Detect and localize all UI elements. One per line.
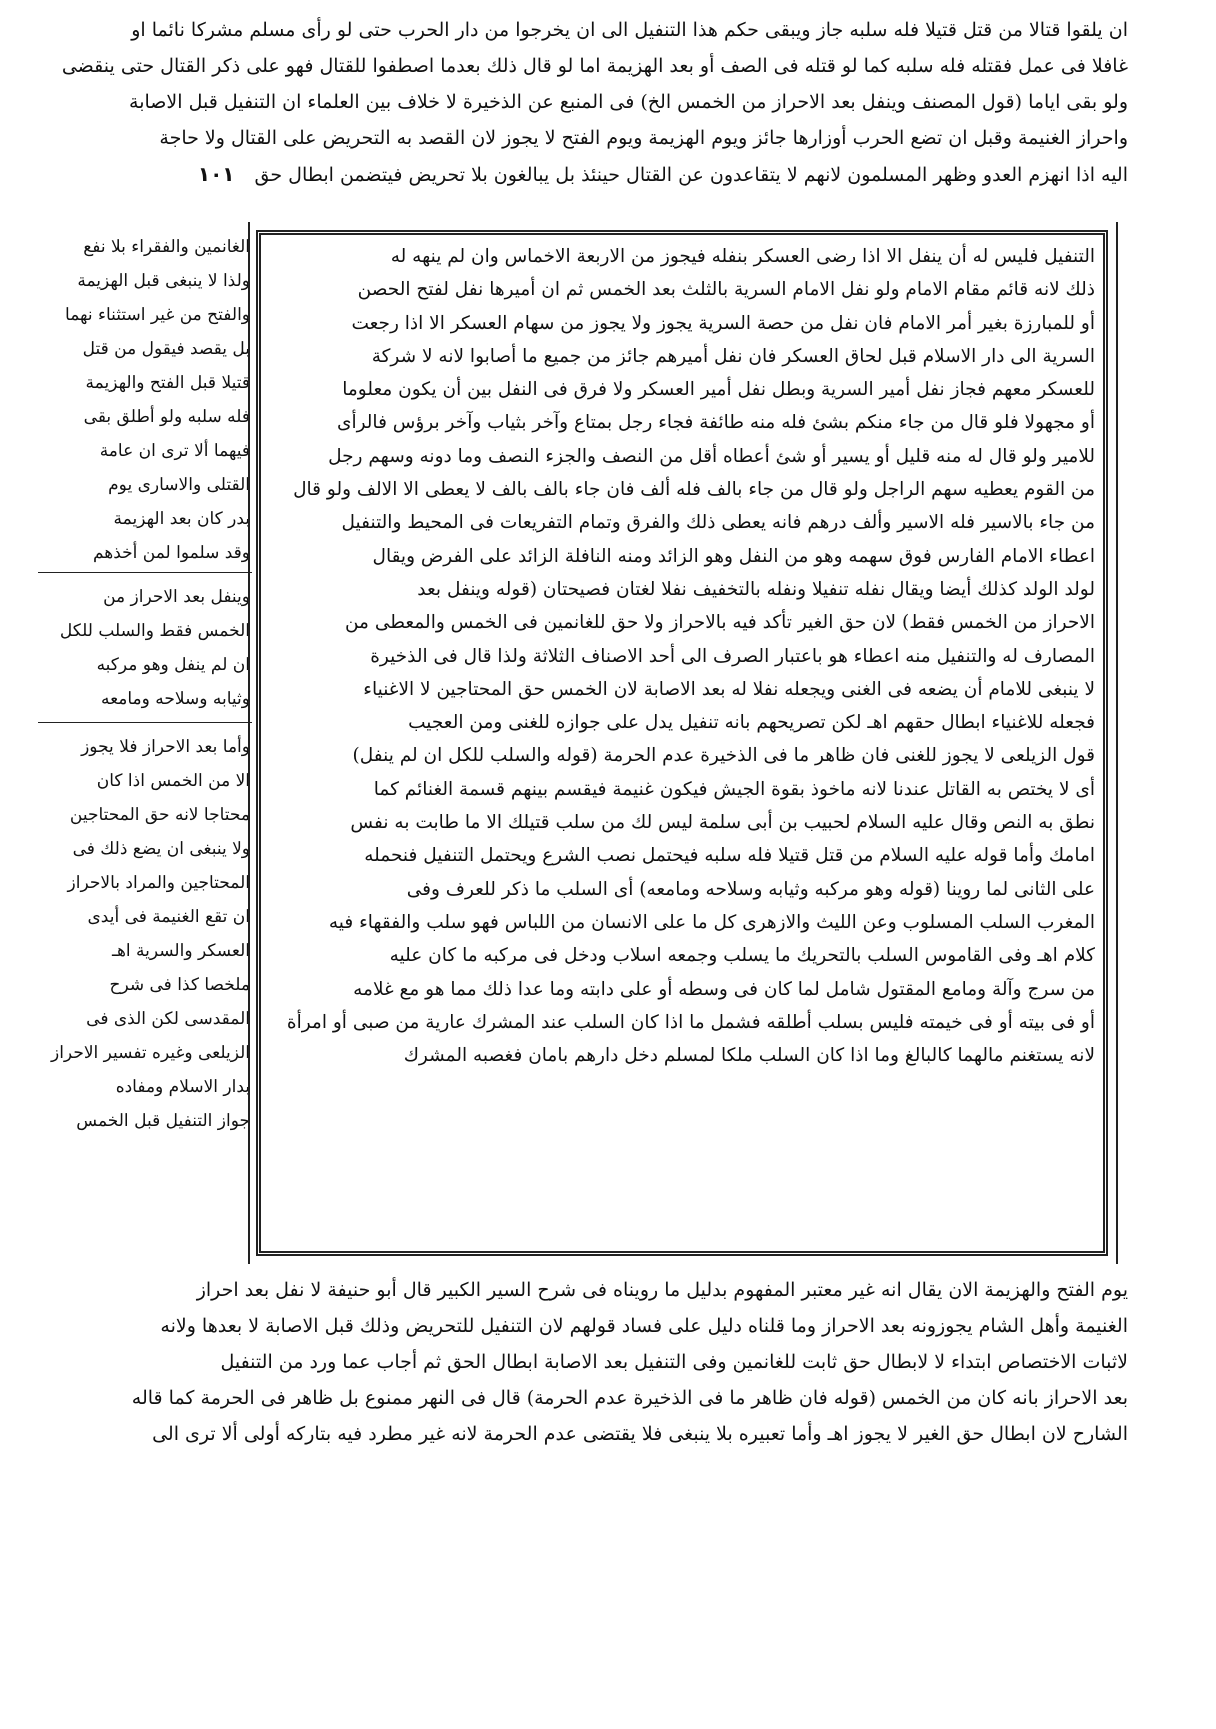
side-line: وثيابه وسلاحه ومامعه: [100, 689, 250, 709]
side-line: ان لم ينفل وهو مركبه: [96, 655, 250, 675]
main-line: فجعله للاغنياء ابطال حقهم اهـ لكن تصريحهم بانه تنفيل يدل على جوازه للغنى ومن العجيب: [408, 712, 1095, 734]
main-line: من سرج وآلة ومامع المقتول شامل لما كان فى وسطه أو على دابته وما عدا ذلك مما هو مع غلامه: [353, 978, 1095, 1000]
main-line: على الثانى لما روينا (قوله وهو مركبه وثيابه وسلاحه ومامعه) أى السلب ما ذكر للعرف وفى: [406, 878, 1095, 900]
top-line: غافلا فى عمل فقتله فله سلبه كما لو قتله فى الصف أو بعد الهزيمة اما لو قال ذلك بعدما اصطفوا للقتال فهو على ذكر القتال حتى ينقضى: [61, 55, 1128, 77]
side-line: الخمس فقط والسلب للكل: [59, 621, 250, 641]
side-line: فيهما ألا ترى ان عامة: [99, 441, 250, 461]
side-line: والفتح من غير استثناء نهما: [65, 305, 250, 325]
side-line: قتيلا قبل الفتح والهزيمة: [85, 373, 250, 393]
main-line: نطق به النص وقال عليه السلام لحبيب بن أبى سلمة ليس لك من سلب قتيلك الا ما طابت به نفس: [350, 812, 1095, 834]
main-line: السرية الى دار الاسلام قبل لحاق العسكر فان نفل أميرهم جائز من جميع ما أصابوا لانه لا شركة: [371, 345, 1095, 367]
side-line: الغانمين والفقراء بلا نفع: [83, 237, 250, 257]
side-line: الا من الخمس اذا كان: [96, 771, 250, 791]
main-line: ذلك لانه قائم مقام الامام ولو نفل الامام السرية بالثلث بعد الخمس ثم ان أميرها نفل لفتح الحصن: [357, 279, 1095, 301]
main-line: اعطاء الامام الفارس فوق سهمه وهو من النفل وهو الزائد ومنه النافلة الزائد على الفرض ويقال: [372, 545, 1095, 567]
main-line: لانه يستغنم مالهما كالبالغ وما اذا كان السلب ملكا لمسلم دخل دارهم بامان فغصبه المشرك: [403, 1045, 1095, 1067]
bottom-commentary: [38, 1272, 1128, 1452]
main-line: من القوم يعطيه سهم الراجل ولو قال من جاء بالف فله ألف فان جاء بالف بالف لا يعطى الا الالف ولو قال: [293, 479, 1095, 501]
main-line: لا ينبغى للامام أن يضعه فى الغنى ويجعله نفلا له بعد الاصابة لان الخمس حق المحتاجين لا الاغنياء: [363, 678, 1095, 700]
side-line: بدار الاسلام ومفاده: [115, 1077, 250, 1097]
main-line: المصارف له والتنفيل منه اعطاء هو باعتبار الصرف الى أحد الاصناف الثلاثة ولذا قال فى الذخيرة: [370, 645, 1095, 667]
main-line: التنفيل فليس له أن ينفل الا اذا رضى العسكر بنفله فيجوز من الاربعة الاخماس وان لم ينهه له: [390, 246, 1095, 267]
bottom-line: لاثبات الاختصاص ابتداء لا لابطال حق ثابت للغانمين وفى التنفيل بعد الاصابة ابطال الحق ثم أجاب عما ورد من التنفيل: [220, 1351, 1128, 1373]
top-line: ولو بقى اياما (قول المصنف وينفل بعد الاحراز من الخمس الخ) فى المنبع عن الذخيرة لا خلاف بين العلماء ان التنفيل قبل الاصابة: [129, 91, 1128, 113]
side-line: جواز التنفيل قبل الخمس: [76, 1111, 250, 1131]
side-line: محتاجا لانه حق المحتاجين: [69, 805, 250, 825]
side-line: المحتاجين والمراد بالاحراز: [67, 873, 250, 893]
top-commentary: [38, 12, 1128, 192]
side-line: المقدسى لكن الذى فى: [86, 1009, 250, 1029]
side-line: ولا ينبغى ان يضع ذلك فى: [72, 839, 250, 859]
side-line: بدر كان بعد الهزيمة: [113, 509, 250, 529]
page-number: ١٠١: [197, 162, 235, 186]
bottom-line: بعد الاحراز بانه كان من الخمس (قوله فان ظاهر ما فى الذخيرة عدم الحرمة) قال فى النهر ممنوع بل ظاهر فى الحرمة كما قاله: [131, 1387, 1128, 1409]
side-line: بل يقصد فيقول من قتل: [82, 339, 250, 359]
side-divider: [38, 722, 252, 723]
side-line: ولذا لا ينبغى قبل الهزيمة: [77, 271, 250, 291]
side-line: ملخصا كذا فى شرح: [109, 975, 250, 995]
bottom-line: يوم الفتح والهزيمة الان يقال انه غير معتبر المفهوم بدليل ما رويناه فى شرح السير الكبير قال أبو حنيفة لا نفل بعد احراز: [196, 1279, 1128, 1301]
main-line: المغرب السلب المسلوب وعن الليث والازهرى كل ما على الانسان من اللباس فهو سلب والفقهاء فيه: [328, 911, 1095, 933]
side-divider: [38, 572, 252, 573]
main-line: أو فى بيته أو فى خيمته فليس بسلب أطلقه فشمل ما اذا كان السلب عند المشرك عارية من صبى أو امرأة: [286, 1011, 1095, 1033]
main-line: كلام اهـ وفى القاموس السلب بالتحريك ما يسلب وجمعه اسلاب ودخل فى مركبه ما كان عليه: [389, 945, 1095, 967]
top-line-with-page-number: [38, 156, 1128, 192]
side-line: ان تقع الغنيمة فى أيدى: [87, 907, 250, 927]
side-line: الزيلعى وغيره تفسير الاحراز: [51, 1043, 250, 1063]
top-line-text: اليه اذا انهزم العدو وظهر المسلمون لانهم لا يتقاعدون عن القتال حينئذ بل يبالغون بلا تحريض فيتضمن ابطال حق: [254, 164, 1128, 186]
main-line: للعسكر معهم فجاز نفل أمير السرية وبطل نفل أمير العسكر ولا فرق فى النفل بين أن يكون معلوما: [342, 379, 1095, 401]
main-line: للامير ولو قال له منه قليل أو يسير أو شئ أعطاه أقل من النصف والجزء النصف وما دونه وسهم رجل: [328, 445, 1095, 467]
side-line: وينفل بعد الاحراز من: [103, 587, 250, 607]
bottom-line: الشارح لان ابطال حق الغير لا يجوز اهـ وأما تعبيره بلا ينبغى فلا يقتضى عدم الحرمة لانه غير مطرد فيه بتاركه أولى ألا ترى الى: [152, 1423, 1128, 1445]
side-line: وقد سلموا لمن أخذهم: [92, 543, 250, 563]
top-line: ان يلقوا قتالا من قتل قتيلا فله سلبه جاز ويبقى حكم هذا التنفيل الى ان يخرجوا من دار الحرب حتى لو رأى مسلم مشركا نائما او: [131, 19, 1128, 41]
main-line: أو للمبارزة بغير أمر الامام فان نفل من حصة السرية يجوز ولا يجوز من سهام العسكر الا اذا رجعت: [351, 312, 1095, 334]
main-line: قول الزيلعى لا يجوز للغنى فان ظاهر ما فى الذخيرة عدم الحرمة (قوله والسلب للكل ان لم ينفل): [352, 745, 1095, 767]
main-line: لولد الولد كذلك أيضا ويقال نفله تنفيلا ونفله بالتخفيف نفلا لغتان فصيحتان (قوله وينفل بعد: [417, 578, 1095, 600]
side-line: وأما بعد الاحراز فلا يجوز: [81, 737, 250, 757]
bottom-line: الغنيمة وأهل الشام يجوزونه بعد الاحراز وما قلناه دليل على فساد قولهم لان التنفيل للتحريض وذلك قبل الاصابة لا بعدها ولانه: [160, 1315, 1128, 1337]
side-line: العسكر والسرية اهـ: [111, 941, 250, 961]
main-line: امامك وأما قوله عليه السلام من قتل قتيلا فله سلبه فيحتمل نصب الشرع ويحتمل التنفيل فنحمله: [364, 845, 1095, 867]
main-line: أى لا يختص به القاتل عندنا لانه ماخوذ بقوة الجيش فيكون غنيمة فيقسم بينهم قسمة الغنائم كما: [373, 778, 1095, 800]
side-line: القتلى والاسارى يوم: [108, 475, 250, 495]
top-line: واحراز الغنيمة وقبل ان تضع الحرب أوزارها جائز ويوم الهزيمة ويوم الفتح لا يجوز لان القصد به التحريض على القتال ولا حاجة: [159, 127, 1128, 149]
main-line: الاحراز من الخمس فقط) لان حق الغير تأكد فيه بالاحراز ولا حق للغانمين فى الخمس والمعطى من: [344, 612, 1095, 634]
side-line: فله سلبه ولو أطلق بقى: [83, 407, 250, 427]
main-commentary: [270, 240, 1095, 1072]
side-note-group-1: [40, 230, 250, 570]
main-line: أو مجهولا فلو قال من جاء منكم بشئ فله منه طائفة فجاء رجل بمتاع وآخر بثياب وآخر برؤس فالرأى: [336, 412, 1095, 434]
side-note-group-2: [40, 580, 250, 716]
side-note-group-3: [40, 730, 250, 1138]
main-line: من جاء بالاسير فله الاسير وألف درهم فانه يعطى ذلك والفرق وتمام التفريعات فى المحيط والتنفيل: [341, 512, 1095, 534]
